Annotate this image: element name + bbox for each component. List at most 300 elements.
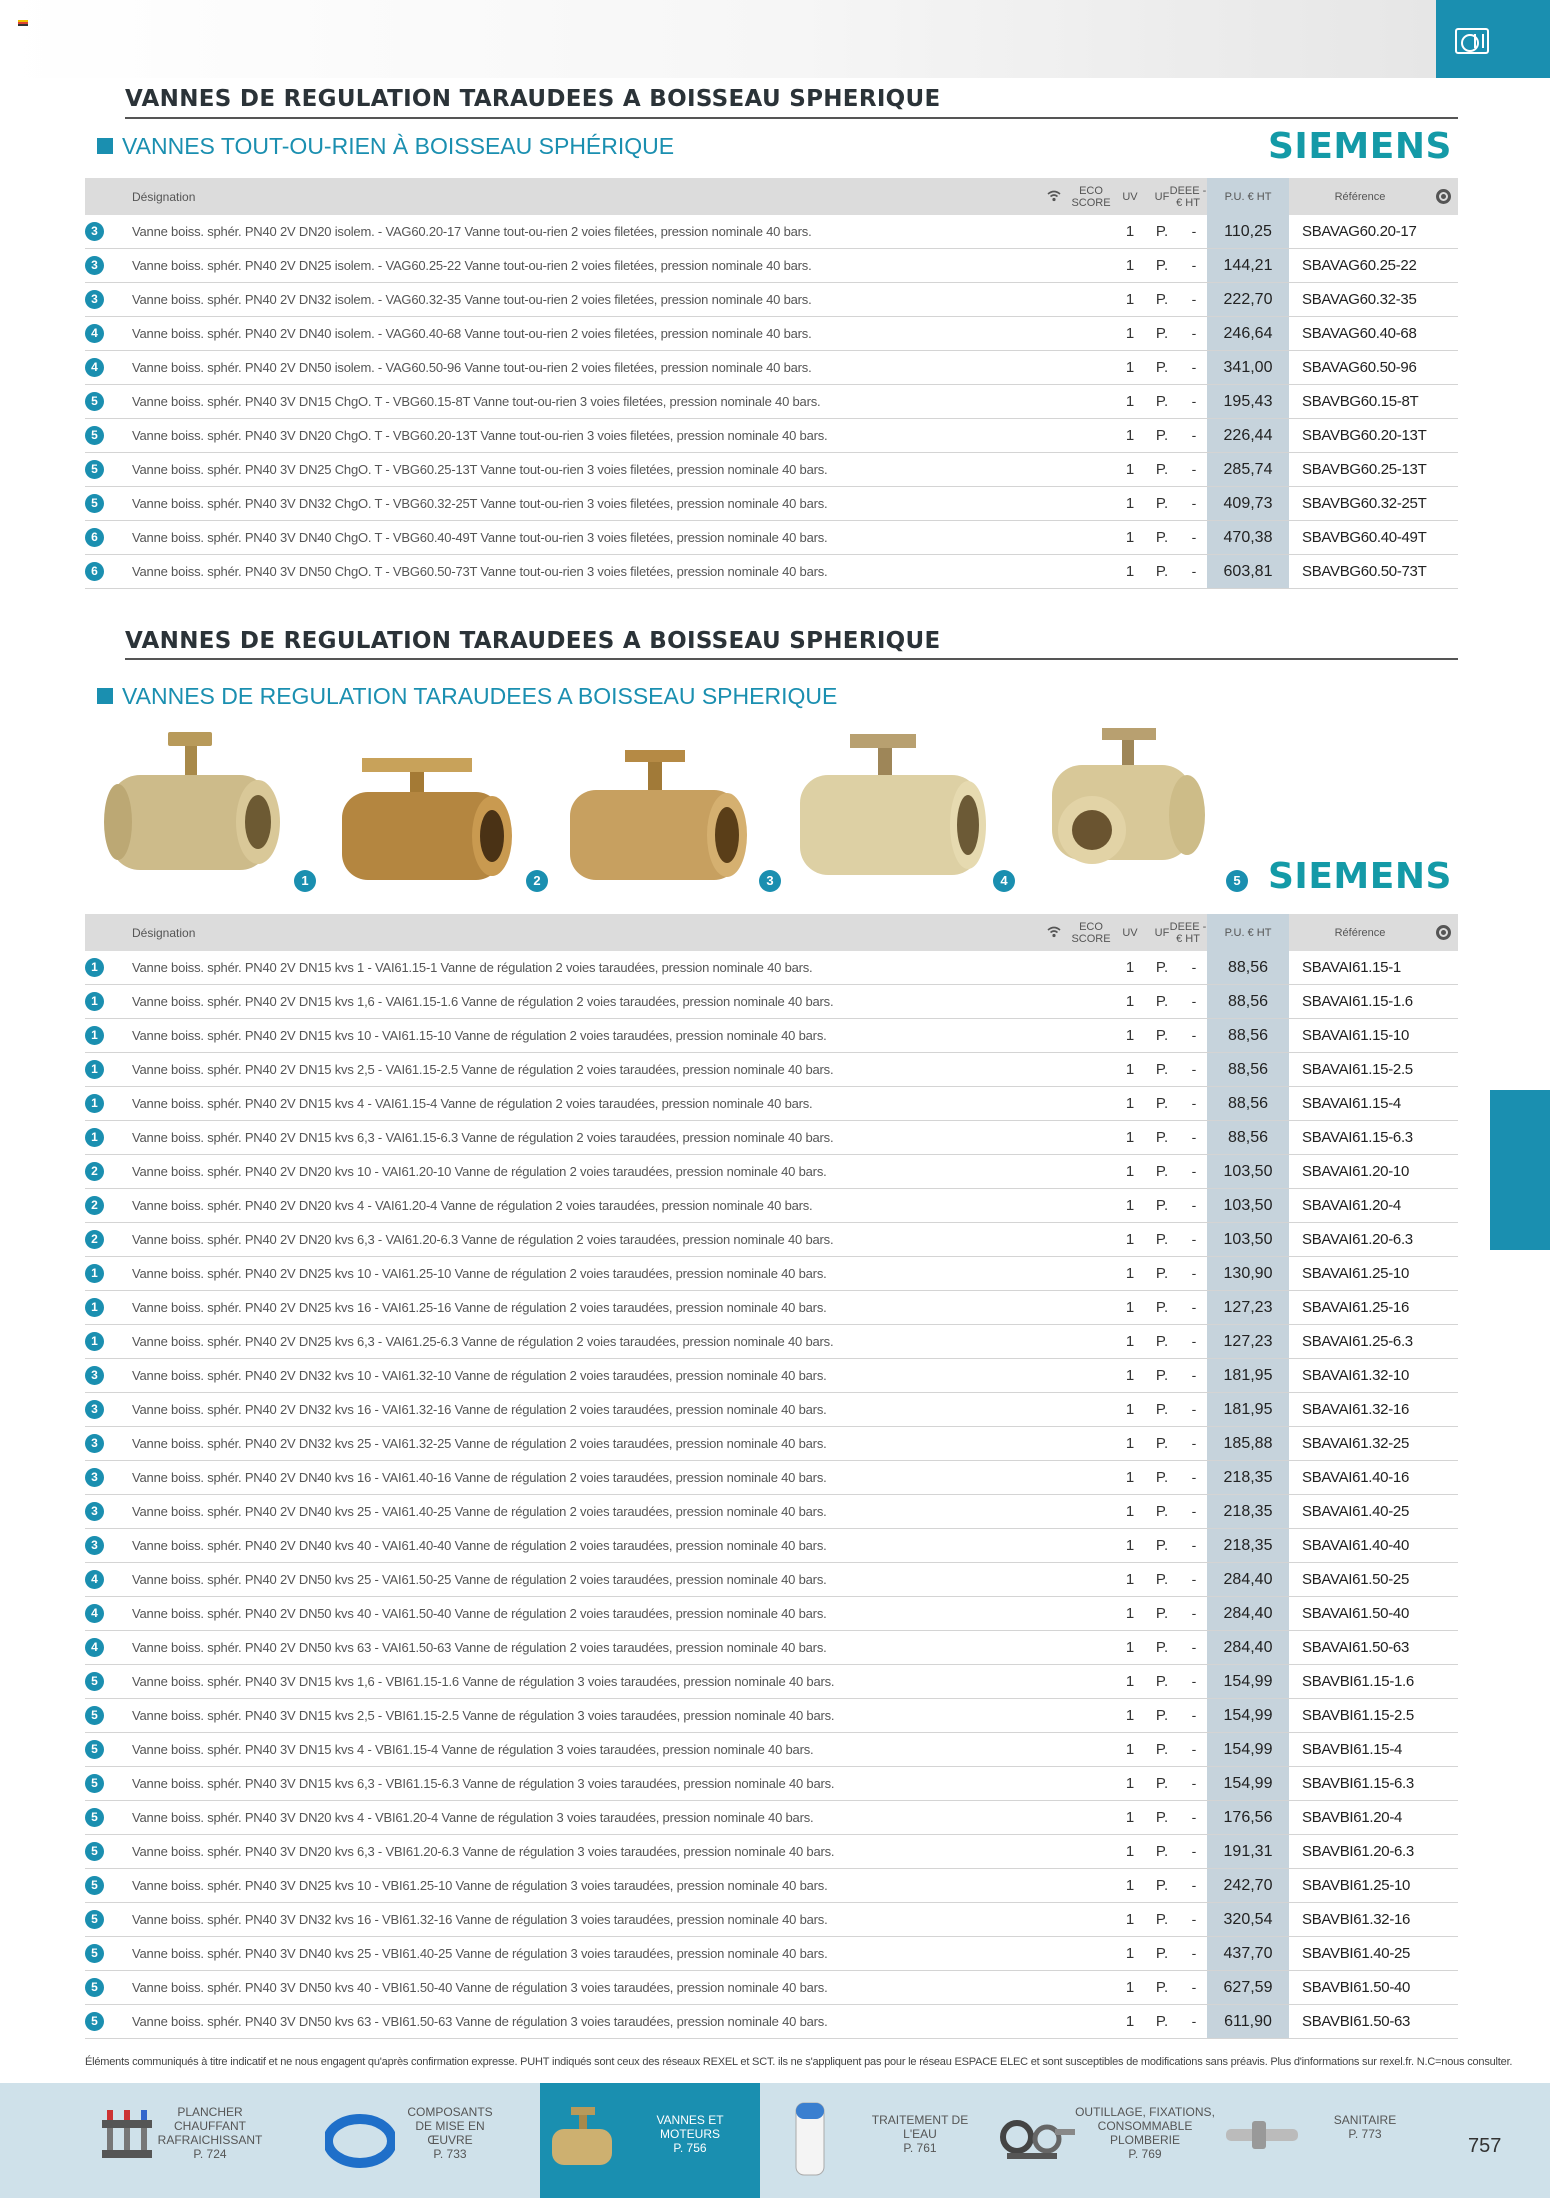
price-cell: 470,38 [1223, 529, 1273, 546]
price-cell: 185,88 [1223, 1435, 1273, 1452]
price-cell: 88,56 [1227, 1095, 1269, 1112]
uv-cell: 1 [1125, 1163, 1135, 1180]
col-reference: Référence [1334, 926, 1386, 939]
uf-cell: P. [1155, 1673, 1169, 1690]
uv-cell: 1 [1125, 1197, 1135, 1214]
reference-cell: SBAVAI61.50-25 [1302, 1571, 1409, 1588]
uf-cell: P. [1155, 1571, 1169, 1588]
table-row [85, 2005, 1458, 2039]
uv-cell: 1 [1125, 1979, 1135, 1996]
table-row [85, 1393, 1458, 1427]
product-number-badge: 5 [85, 1876, 104, 1895]
product-number-badge: 4 [993, 870, 1015, 892]
designation-cell: Vanne boiss. sphér. PN40 2V DN20 isolem. - VAG60.20-17 Vanne tout-ou-rien 2 voies filetées, pression nominale 40 bars. [132, 224, 812, 239]
designation-cell: Vanne boiss. sphér. PN40 3V DN25 kvs 10 - VBI61.25-10 Vanne de régulation 3 voies taraudées, pression nominale 40 bars. [132, 1878, 828, 1893]
reference-cell: SBAVBI61.15-4 [1302, 1741, 1403, 1758]
table-row [85, 1121, 1458, 1155]
product-table-1 [85, 178, 1458, 589]
nav-traitement-eau[interactable]: TRAITEMENT DE L'EAU P. 761 [780, 2083, 1000, 2198]
product-image-3 [555, 720, 755, 890]
product-number-badge: 4 [85, 358, 104, 377]
reference-cell: SBAVAI61.25-10 [1302, 1265, 1409, 1282]
product-number-badge: 3 [85, 1468, 104, 1487]
uv-cell: 1 [1125, 1129, 1135, 1146]
reference-cell: SBAVBG60.50-73T [1302, 563, 1427, 580]
col-uv: UV [1122, 926, 1138, 939]
uf-cell: P. [1155, 2013, 1169, 2030]
table-row [85, 1665, 1458, 1699]
table-body [85, 951, 1458, 2039]
deee-cell: - [1191, 461, 1197, 477]
deee-cell: - [1191, 1877, 1197, 1893]
deee-cell: - [1191, 993, 1197, 1009]
reference-cell: SBAVBI61.15-6.3 [1302, 1775, 1414, 1792]
uf-cell: P. [1155, 1027, 1169, 1044]
deee-cell: - [1191, 1945, 1197, 1961]
chapter-side-tab[interactable] [1490, 1090, 1550, 1250]
uv-cell: 1 [1125, 993, 1135, 1010]
valve-icon [546, 2101, 616, 2171]
uv-cell: 1 [1125, 1265, 1135, 1282]
uv-cell: 1 [1125, 1231, 1135, 1248]
reference-cell: SBAVAI61.40-25 [1302, 1503, 1409, 1520]
reference-cell: SBAVBG60.40-49T [1302, 529, 1427, 546]
deee-cell: - [1191, 2013, 1197, 2029]
col-reference: Référence [1334, 190, 1386, 203]
uf-cell: P. [1155, 529, 1169, 546]
reference-cell: SBAVAG60.25-22 [1302, 257, 1417, 274]
table-row [85, 1733, 1458, 1767]
price-cell: 181,95 [1223, 1401, 1273, 1418]
deee-cell: - [1191, 1979, 1197, 1995]
product-number-badge: 5 [85, 1672, 104, 1691]
uf-cell: P. [1155, 1639, 1169, 1656]
reference-cell: SBAVAI61.15-4 [1302, 1095, 1401, 1112]
product-number-badge: 1 [85, 1332, 104, 1351]
table-row [85, 1835, 1458, 1869]
col-designation: Désignation [132, 189, 196, 204]
pipe-coil-icon [325, 2113, 395, 2168]
table-row [85, 215, 1458, 249]
uf-cell: P. [1155, 257, 1169, 274]
table-row [85, 1019, 1458, 1053]
reference-cell: SBAVAI61.32-25 [1302, 1435, 1409, 1452]
designation-cell: Vanne boiss. sphér. PN40 2V DN50 kvs 25 - VAI61.50-25 Vanne de régulation 2 voies taraudées, pression nominale 40 bars. [132, 1572, 827, 1587]
table-row [85, 1087, 1458, 1121]
deee-cell: - [1191, 359, 1197, 375]
table-row [85, 951, 1458, 985]
reference-cell: SBAVAI61.20-6.3 [1302, 1231, 1413, 1248]
designation-cell: Vanne boiss. sphér. PN40 2V DN15 kvs 6,3 - VAI61.15-6.3 Vanne de régulation 2 voies taraudées, pression nominale 40 bars. [132, 1130, 834, 1145]
price-cell: 195,43 [1223, 393, 1273, 410]
designation-cell: Vanne boiss. sphér. PN40 3V DN50 kvs 63 - VBI61.50-63 Vanne de régulation 3 voies taraudées, pression nominale 40 bars. [132, 2014, 828, 2029]
siemens-logo: SIEMENS [1268, 856, 1452, 897]
uv-cell: 1 [1125, 1707, 1135, 1724]
uf-cell: P. [1155, 1707, 1169, 1724]
uf-cell: P. [1155, 1843, 1169, 1860]
uf-cell: P. [1155, 1605, 1169, 1622]
designation-cell: Vanne boiss. sphér. PN40 2V DN25 kvs 16 - VAI61.25-16 Vanne de régulation 2 voies taraudées, pression nominale 40 bars. [132, 1300, 827, 1315]
table-row [85, 1359, 1458, 1393]
col-pu: P.U. € HT [1207, 914, 1289, 951]
uv-cell: 1 [1125, 1095, 1135, 1112]
designation-cell: Vanne boiss. sphér. PN40 2V DN40 kvs 40 - VAI61.40-40 Vanne de régulation 2 voies taraudées, pression nominale 40 bars. [132, 1538, 827, 1553]
col-uf: UF [1154, 926, 1170, 939]
uv-cell: 1 [1125, 1503, 1135, 1520]
table-row [85, 1869, 1458, 1903]
table-row [85, 1767, 1458, 1801]
uf-cell: P. [1155, 427, 1169, 444]
table-row [85, 1937, 1458, 1971]
price-cell: 603,81 [1223, 563, 1273, 580]
product-number-badge: 1 [85, 1060, 104, 1079]
product-number-badge: 6 [85, 528, 104, 547]
uf-cell: P. [1155, 1469, 1169, 1486]
uv-cell: 1 [1125, 359, 1135, 376]
table-row [85, 351, 1458, 385]
reference-cell: SBAVBI61.40-25 [1302, 1945, 1411, 1962]
reference-cell: SBAVAI61.50-63 [1302, 1639, 1409, 1656]
reference-cell: SBAVAI61.32-16 [1302, 1401, 1409, 1418]
price-cell: 88,56 [1227, 1129, 1269, 1146]
table-row [85, 1427, 1458, 1461]
category-navigation [0, 2083, 1550, 2198]
table-header [85, 914, 1458, 951]
designation-cell: Vanne boiss. sphér. PN40 3V DN15 kvs 2,5 - VBI61.15-2.5 Vanne de régulation 3 voies taraudées, pression nominale 40 bars. [132, 1708, 835, 1723]
reference-cell: SBAVBI61.15-2.5 [1302, 1707, 1414, 1724]
price-cell: 154,99 [1223, 1741, 1273, 1758]
section2-subtitle: VANNES DE REGULATION TARAUDEES A BOISSEAU SPHERIQUE [97, 683, 837, 710]
deee-cell: - [1191, 1537, 1197, 1553]
designation-cell: Vanne boiss. sphér. PN40 2V DN40 kvs 25 - VAI61.40-25 Vanne de régulation 2 voies taraudées, pression nominale 40 bars. [132, 1504, 827, 1519]
price-cell: 320,54 [1223, 1911, 1273, 1928]
price-cell: 191,31 [1223, 1843, 1273, 1860]
designation-cell: Vanne boiss. sphér. PN40 2V DN25 kvs 10 - VAI61.25-10 Vanne de régulation 2 voies taraudées, pression nominale 40 bars. [132, 1266, 827, 1281]
reference-cell: SBAVBI61.50-40 [1302, 1979, 1411, 1996]
product-number-badge: 5 [85, 1842, 104, 1861]
flag-icon [18, 20, 28, 26]
section2-title: VANNES DE REGULATION TARAUDEES A BOISSEAU SPHERIQUE [125, 628, 941, 654]
deee-cell: - [1191, 257, 1197, 273]
product-number-badge: 3 [759, 870, 781, 892]
uf-cell: P. [1155, 1231, 1169, 1248]
reference-cell: SBAVAG60.32-35 [1302, 291, 1417, 308]
uf-cell: P. [1155, 1945, 1169, 1962]
uf-cell: P. [1155, 223, 1169, 240]
product-number-badge: 5 [85, 426, 104, 445]
table-row [85, 1223, 1458, 1257]
col-uf: UF [1154, 190, 1170, 203]
product-number-badge: 1 [85, 1298, 104, 1317]
uf-cell: P. [1155, 1503, 1169, 1520]
nav-vannes-et-moteurs[interactable]: VANNES ET MOTEURS P. 756 [540, 2083, 760, 2198]
product-number-badge: 5 [85, 1944, 104, 1963]
reference-cell: SBAVAI61.20-4 [1302, 1197, 1401, 1214]
price-cell: 130,90 [1223, 1265, 1273, 1282]
uf-cell: P. [1155, 1809, 1169, 1826]
price-cell: 176,56 [1223, 1809, 1273, 1826]
designation-cell: Vanne boiss. sphér. PN40 2V DN40 isolem. - VAG60.40-68 Vanne tout-ou-rien 2 voies filetées, pression nominale 40 bars. [132, 326, 812, 341]
uf-cell: P. [1155, 291, 1169, 308]
reference-cell: SBAVBG60.25-13T [1302, 461, 1427, 478]
price-cell: 103,50 [1223, 1231, 1273, 1248]
product-number-badge: 2 [526, 870, 548, 892]
uv-cell: 1 [1125, 2013, 1135, 2030]
uv-cell: 1 [1125, 1435, 1135, 1452]
price-cell: 284,40 [1223, 1605, 1273, 1622]
price-cell: 154,99 [1223, 1707, 1273, 1724]
reference-cell: SBAVAI61.25-6.3 [1302, 1333, 1413, 1350]
table-row [85, 1155, 1458, 1189]
product-number-badge: 5 [85, 460, 104, 479]
reference-cell: SBAVAI61.25-16 [1302, 1299, 1409, 1316]
reference-cell: SBAVBG60.15-8T [1302, 393, 1419, 410]
deee-cell: - [1191, 1163, 1197, 1179]
price-cell: 144,21 [1223, 257, 1273, 274]
uv-cell: 1 [1125, 1299, 1135, 1316]
table-row [85, 1971, 1458, 2005]
uf-cell: P. [1155, 1299, 1169, 1316]
product-image-2 [322, 720, 522, 890]
price-cell: 127,23 [1223, 1299, 1273, 1316]
uv-cell: 1 [1125, 1945, 1135, 1962]
designation-cell: Vanne boiss. sphér. PN40 3V DN32 kvs 16 - VBI61.32-16 Vanne de régulation 3 voies taraudées, pression nominale 40 bars. [132, 1912, 828, 1927]
table-row [85, 1053, 1458, 1087]
uv-cell: 1 [1125, 1605, 1135, 1622]
uv-cell: 1 [1125, 563, 1135, 580]
table-row [85, 1563, 1458, 1597]
deee-cell: - [1191, 1707, 1197, 1723]
deee-cell: - [1191, 223, 1197, 239]
reference-cell: SBAVAI61.15-1 [1302, 959, 1401, 976]
section1-rule [125, 117, 1458, 119]
table-row [85, 1529, 1458, 1563]
reference-cell: SBAVAI61.40-40 [1302, 1537, 1409, 1554]
designation-cell: Vanne boiss. sphér. PN40 2V DN20 kvs 10 - VAI61.20-10 Vanne de régulation 2 voies taraudées, pression nominale 40 bars. [132, 1164, 827, 1179]
table-row [85, 249, 1458, 283]
reference-cell: SBAVAI61.32-10 [1302, 1367, 1409, 1384]
uf-cell: P. [1155, 1877, 1169, 1894]
deee-cell: - [1191, 1129, 1197, 1145]
uf-cell: P. [1155, 1775, 1169, 1792]
uv-cell: 1 [1125, 495, 1135, 512]
col-eco-score: ECO SCORE [1071, 920, 1111, 945]
designation-cell: Vanne boiss. sphér. PN40 2V DN15 kvs 4 - VAI61.15-4 Vanne de régulation 2 voies taraudées, pression nominale 40 bars. [132, 1096, 813, 1111]
uf-cell: P. [1155, 1265, 1169, 1282]
deee-cell: - [1191, 1095, 1197, 1111]
square-bullet-icon [97, 138, 113, 154]
designation-cell: Vanne boiss. sphér. PN40 2V DN50 kvs 63 - VAI61.50-63 Vanne de régulation 2 voies taraudées, pression nominale 40 bars. [132, 1640, 827, 1655]
uv-cell: 1 [1125, 1775, 1135, 1792]
uv-cell: 1 [1125, 1809, 1135, 1826]
col-eco-score: ECO SCORE [1071, 184, 1111, 209]
reference-cell: SBAVAI61.15-2.5 [1302, 1061, 1413, 1078]
table-body [85, 215, 1458, 589]
reference-cell: SBAVBG60.32-25T [1302, 495, 1427, 512]
table-row [85, 1903, 1458, 1937]
designation-cell: Vanne boiss. sphér. PN40 2V DN40 kvs 16 - VAI61.40-16 Vanne de régulation 2 voies taraudées, pression nominale 40 bars. [132, 1470, 827, 1485]
designation-cell: Vanne boiss. sphér. PN40 2V DN32 kvs 10 - VAI61.32-10 Vanne de régulation 2 voies taraudées, pression nominale 40 bars. [132, 1368, 827, 1383]
siemens-logo: SIEMENS [1268, 126, 1452, 167]
heating-unit-icon [1455, 28, 1489, 54]
deee-cell: - [1191, 1673, 1197, 1689]
water-softener-icon [790, 2099, 830, 2179]
deee-cell: - [1191, 1605, 1197, 1621]
product-number-badge: 3 [85, 1434, 104, 1453]
uf-cell: P. [1155, 1163, 1169, 1180]
designation-cell: Vanne boiss. sphér. PN40 2V DN20 kvs 6,3 - VAI61.20-6.3 Vanne de régulation 2 voies taraudées, pression nominale 40 bars. [132, 1232, 834, 1247]
table-row [85, 1325, 1458, 1359]
uf-cell: P. [1155, 1197, 1169, 1214]
product-number-badge: 5 [85, 1808, 104, 1827]
designation-cell: Vanne boiss. sphér. PN40 2V DN50 isolem. - VAG60.50-96 Vanne tout-ou-rien 2 voies filetées, pression nominale 40 bars. [132, 360, 812, 375]
price-cell: 341,00 [1223, 359, 1273, 376]
product-number-badge: 5 [85, 1978, 104, 1997]
product-number-badge: 3 [85, 290, 104, 309]
uf-cell: P. [1155, 1401, 1169, 1418]
uv-cell: 1 [1125, 461, 1135, 478]
table-row [85, 283, 1458, 317]
price-cell: 246,64 [1223, 325, 1273, 342]
nav-outillage[interactable]: OUTILLAGE, FIXATIONS, CONSOMMABLE PLOMBERIE P. 769 [995, 2083, 1215, 2198]
designation-cell: Vanne boiss. sphér. PN40 3V DN15 kvs 4 - VBI61.15-4 Vanne de régulation 3 voies taraudées, pression nominale 40 bars. [132, 1742, 814, 1757]
deee-cell: - [1191, 1231, 1197, 1247]
tools-icon [997, 2109, 1077, 2169]
category-tab[interactable] [1436, 0, 1550, 78]
table-row [85, 1699, 1458, 1733]
uv-cell: 1 [1125, 959, 1135, 976]
nav-composants[interactable]: COMPOSANTS DE MISE EN ŒUVRE P. 733 [315, 2083, 535, 2198]
deee-cell: - [1191, 1299, 1197, 1315]
deee-cell: - [1191, 1061, 1197, 1077]
uf-cell: P. [1155, 1061, 1169, 1078]
product-number-badge: 4 [85, 1638, 104, 1657]
uf-cell: P. [1155, 959, 1169, 976]
product-number-badge: 1 [85, 992, 104, 1011]
square-bullet-icon [97, 688, 113, 704]
product-number-badge: 1 [294, 870, 316, 892]
designation-cell: Vanne boiss. sphér. PN40 3V DN40 ChgO. T - VBG60.40-49T Vanne tout-ou-rien 3 voies filetées, pression nominale 40 bars. [132, 530, 828, 545]
product-number-badge: 3 [85, 1536, 104, 1555]
uv-cell: 1 [1125, 427, 1135, 444]
uv-cell: 1 [1125, 1911, 1135, 1928]
table-row [85, 317, 1458, 351]
designation-cell: Vanne boiss. sphér. PN40 3V DN15 ChgO. T - VBG60.15-8T Vanne tout-ou-rien 3 voies filetées, pression nominale 40 bars. [132, 394, 821, 409]
product-number-badge: 3 [85, 222, 104, 241]
table-header [85, 178, 1458, 215]
designation-cell: Vanne boiss. sphér. PN40 2V DN15 kvs 1,6 - VAI61.15-1.6 Vanne de régulation 2 voies taraudées, pression nominale 40 bars. [132, 994, 834, 1009]
deee-cell: - [1191, 1027, 1197, 1043]
price-cell: 218,35 [1223, 1469, 1273, 1486]
deee-cell: - [1191, 1571, 1197, 1587]
uf-cell: P. [1155, 563, 1169, 580]
price-cell: 284,40 [1223, 1639, 1273, 1656]
uf-cell: P. [1155, 1367, 1169, 1384]
uv-cell: 1 [1125, 1843, 1135, 1860]
price-cell: 627,59 [1223, 1979, 1273, 1996]
price-cell: 88,56 [1227, 1027, 1269, 1044]
nav-sanitaire[interactable]: SANITAIRE P. 773 [1220, 2083, 1450, 2198]
table-row [85, 1631, 1458, 1665]
designation-cell: Vanne boiss. sphér. PN40 3V DN50 ChgO. T - VBG60.50-73T Vanne tout-ou-rien 3 voies filetées, pression nominale 40 bars. [132, 564, 828, 579]
price-cell: 103,50 [1223, 1163, 1273, 1180]
product-image-4 [790, 720, 990, 890]
table-row [85, 1257, 1458, 1291]
uf-cell: P. [1155, 495, 1169, 512]
uv-cell: 1 [1125, 257, 1135, 274]
product-number-badge: 3 [85, 1502, 104, 1521]
deee-cell: - [1191, 1265, 1197, 1281]
product-number-badge: 4 [85, 1570, 104, 1589]
section2-rule [125, 658, 1458, 660]
page-number: 757 [1468, 2135, 1502, 2157]
deee-cell: - [1191, 1503, 1197, 1519]
designation-cell: Vanne boiss. sphér. PN40 3V DN15 kvs 1,6 - VBI61.15-1.6 Vanne de régulation 3 voies taraudées, pression nominale 40 bars. [132, 1674, 835, 1689]
uv-cell: 1 [1125, 223, 1135, 240]
uv-cell: 1 [1125, 1537, 1135, 1554]
uf-cell: P. [1155, 1979, 1169, 1996]
price-cell: 226,44 [1223, 427, 1273, 444]
product-number-badge: 4 [85, 324, 104, 343]
product-number-badge: 3 [85, 1400, 104, 1419]
price-cell: 103,50 [1223, 1197, 1273, 1214]
product-number-badge: 3 [85, 1366, 104, 1385]
product-number-badge: 1 [85, 1094, 104, 1113]
deee-cell: - [1191, 1367, 1197, 1383]
reference-cell: SBAVBI61.25-10 [1302, 1877, 1411, 1894]
price-cell: 88,56 [1227, 959, 1269, 976]
designation-cell: Vanne boiss. sphér. PN40 2V DN15 kvs 1 - VAI61.15-1 Vanne de régulation 2 voies taraudées, pression nominale 40 bars. [132, 960, 813, 975]
price-cell: 285,74 [1223, 461, 1273, 478]
designation-cell: Vanne boiss. sphér. PN40 2V DN15 kvs 10 - VAI61.15-10 Vanne de régulation 2 voies taraudées, pression nominale 40 bars. [132, 1028, 827, 1043]
reference-cell: SBAVBI61.20-6.3 [1302, 1843, 1414, 1860]
uf-cell: P. [1155, 393, 1169, 410]
col-designation: Désignation [132, 925, 196, 940]
price-cell: 222,70 [1223, 291, 1273, 308]
product-number-badge: 4 [85, 1604, 104, 1623]
product-number-badge: 1 [85, 1026, 104, 1045]
table-row [85, 555, 1458, 589]
table-row [85, 521, 1458, 555]
reference-cell: SBAVAG60.50-96 [1302, 359, 1417, 376]
product-image-5 [1022, 720, 1222, 890]
deee-cell: - [1191, 291, 1197, 307]
deee-cell: - [1191, 1469, 1197, 1485]
uf-cell: P. [1155, 325, 1169, 342]
uv-cell: 1 [1125, 1639, 1135, 1656]
nav-plancher-chauffant[interactable]: PLANCHER CHAUFFANT RAFRAICHISSANT P. 724 [85, 2083, 255, 2198]
reference-cell: SBAVBI61.32-16 [1302, 1911, 1411, 1928]
designation-cell: Vanne boiss. sphér. PN40 3V DN20 ChgO. T - VBG60.20-13T Vanne tout-ou-rien 3 voies filetées, pression nominale 40 bars. [132, 428, 828, 443]
deee-cell: - [1191, 495, 1197, 511]
product-number-badge: 6 [85, 562, 104, 581]
uv-cell: 1 [1125, 393, 1135, 410]
price-cell: 611,90 [1224, 2013, 1272, 2030]
product-number-badge: 1 [85, 958, 104, 977]
col-uv: UV [1122, 190, 1138, 203]
deee-cell: - [1191, 1197, 1197, 1213]
uv-cell: 1 [1125, 1673, 1135, 1690]
product-number-badge: 5 [85, 1740, 104, 1759]
uv-cell: 1 [1125, 1469, 1135, 1486]
table-row [85, 1461, 1458, 1495]
sanitary-fitting-icon [1222, 2115, 1302, 2155]
product-number-badge: 5 [85, 494, 104, 513]
product-number-badge: 5 [85, 1910, 104, 1929]
reference-cell: SBAVAI61.20-10 [1302, 1163, 1409, 1180]
header-band [0, 0, 1440, 78]
table-row [85, 1189, 1458, 1223]
